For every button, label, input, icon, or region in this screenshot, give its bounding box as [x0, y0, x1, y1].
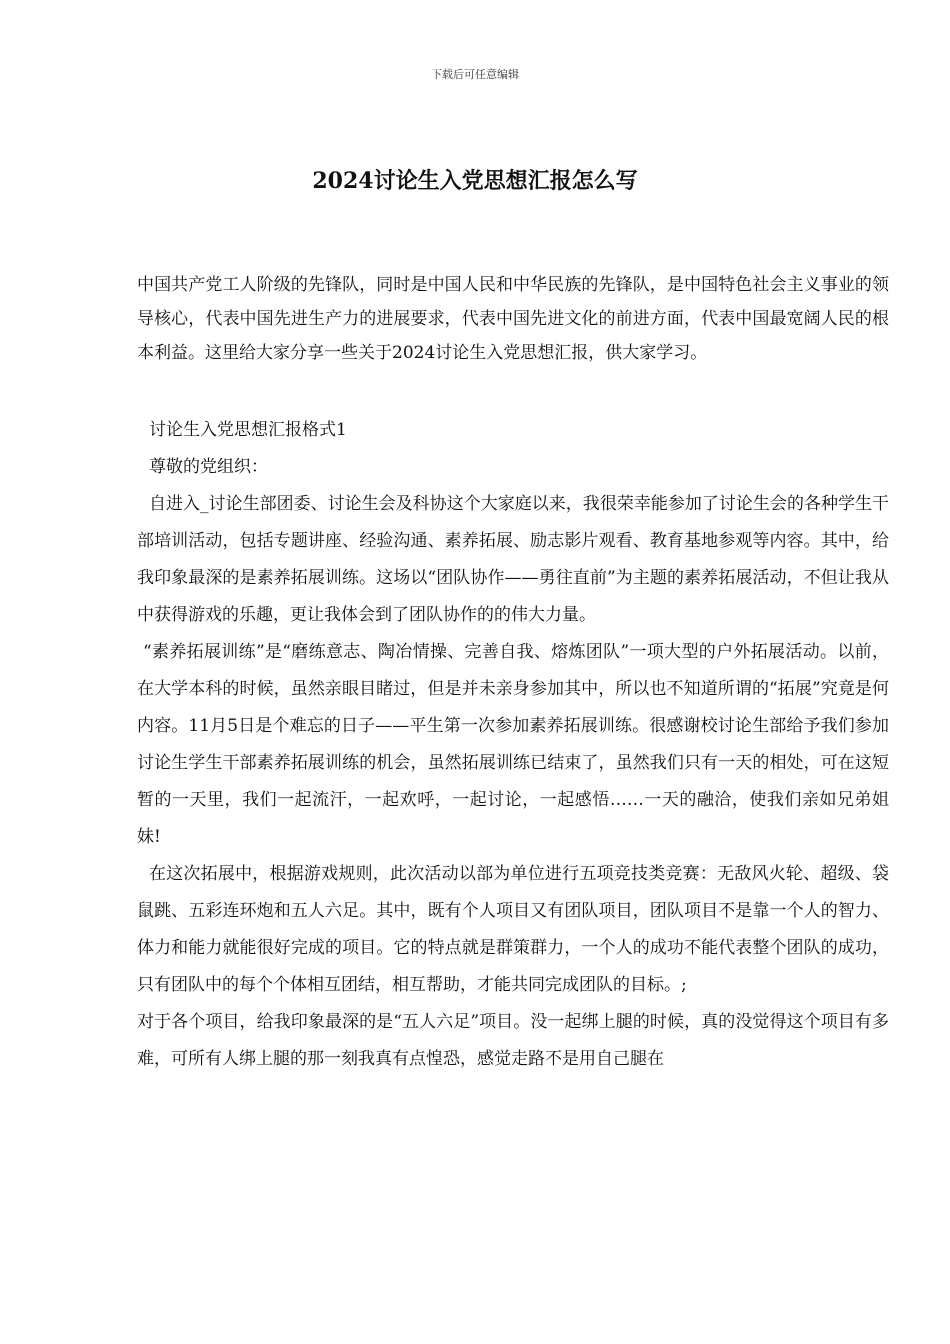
document-body — [137, 268, 889, 1078]
body-paragraph-4: 对于各个项目，给我印象最深的是“五人六足”项目。没一起绑上腿的时候，真的没觉得这个项目有多难，可所有人绑上腿的那一刻我真有点惶恐，感觉走路不是用自己腿在 — [137, 1012, 889, 1069]
paragraph-spacer — [137, 370, 889, 412]
intro-paragraph: 中国共产党工人阶级的先锋队，同时是中国人民和中华民族的先锋队，是中国特色社会主义事业的领导核心，代表中国先进生产力的进展要求，代表中国先进文化的前进方面，代表中国最宽阔人民的根本利益。这里给大家分享一些关于2024讨论生入党思想汇报，供大家学习。 — [137, 275, 889, 363]
body-paragraph-3: 在这次拓展中，根据游戏规则，此次活动以部为单位进行五项竞技类竞赛：无敌风火轮、超级、袋鼠跳、五彩连环炮和五人六足。其中，既有个人项目又有团队项目，团队项目不是靠一个人的智力、体力和能力就能很好完成的项目。它的特点就是群策群力，一个人的成功不能代表整个团队的成功，只有团队中的每个个体相互团结，相互帮助，才能共同完成团队的目标。; — [137, 864, 889, 995]
salutation: 尊敬的党组织： — [149, 457, 268, 477]
header-note: 下载后可任意编辑 — [431, 68, 519, 81]
document-title: 2024讨论生入党思想汇报怎么写 — [312, 168, 638, 194]
body-paragraph-2: “素养拓展训练”是“磨练意志、陶冶情操、完善自我、熔炼团队”一项大型的户外拓展活动。以前，在大学本科的时候，虽然亲眼目睹过，但是并未亲身参加其中，所以也不知道所谓的“拓展”究竟是何内容。11月5日是个难忘的日子——平生第一次参加素养拓展训练。很感谢校讨论生部给予我们参加讨论生学生干部素养拓展训练的机会，虽然拓展训练已结束了，虽然我们只有一天的相处，可在这短暂的一天里，我们一起流汗，一起欢呼，一起讨论，一起感悟……一天的融洽，使我们亲如兄弟姐妹! — [137, 642, 889, 847]
body-paragraph-1: 自进入_讨论生部团委、讨论生会及科协这个大家庭以来，我很荣幸能参加了讨论生会的各种学生干部培训活动，包括专题讲座、经验沟通、素养拓展、励志影片观看、教育基地参观等内容。其中，给我印象最深的是素养拓展训练。这场以“团队协作——勇往直前”为主题的素养拓展活动，不但让我从中获得游戏的乐趣，更让我体会到了团队协作的的伟大力量。 — [137, 494, 889, 625]
section-heading: 讨论生入党思想汇报格式1 — [149, 420, 347, 440]
